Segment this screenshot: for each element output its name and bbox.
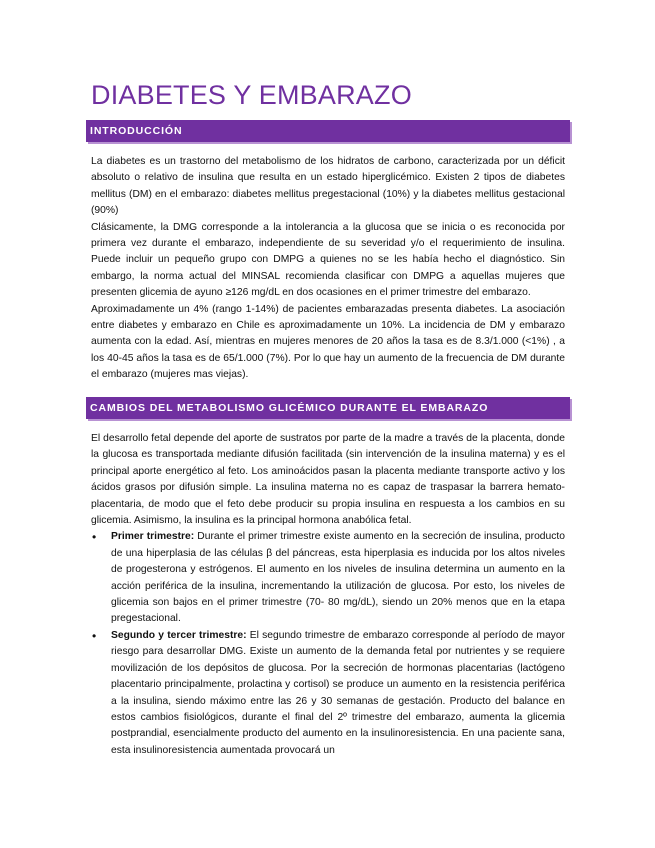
page-title: DIABETES Y EMBARAZO <box>91 80 412 110</box>
paragraph: El desarrollo fetal depende del aporte de sustratos por parte de la madre a través de la placenta, donde la glucosa es transportada mediante difusión facilitada (sin intervención de la insulina materna) y es el principal aporte energético al feto. Los aminoácidos pasan la placenta mediante transporte activo y los ácidos grasos por difusión simple. La insulina materna no es capaz de traspasar la barrera hemato-placentaria, de modo que el feto debe producir su propia insulina en respuesta a los cambios en su glicemia. Asimismo, la insulina es la principal hormona anabólica fetal. <box>91 433 565 527</box>
bullet-item-segundo-tercer-trimestre <box>91 628 565 759</box>
bullet-label: Primer trimestre: <box>111 531 195 543</box>
paragraph: Aproximadamente un 4% (rango 1-14%) de pacientes embarazadas presenta diabetes. La asociación entre diabetes y embarazo en Chile es aproximadamente un 10%. La incidencia de DM y embarazo aumenta con la edad. Así, mientras en mujeres menores de 20 años la tasa es de 8.3/1.000 (<1%) , a los 40-45 años la tasa es de 65/1.000 (7%). Por lo que hay un aumento de la frecuencia de DM durante el embarazo (mujeres mas viejas). <box>91 303 565 381</box>
bullet-label: Segundo y tercer trimestre: <box>111 629 247 641</box>
bullet-list <box>91 529 565 759</box>
section-body-cambios-metabolismo <box>91 431 565 759</box>
bullet-text: El segundo trimestre de embarazo corresponde al período de mayor riesgo para desarrollar DMG. Existe un aumento de la demanda fetal por nutrientes y se requiere movilización de los depósitos de glucosa. Por la secreción de hormonas placentarias (lactógeno placentario principalmente, prolactina y cortisol) se produce un aumento en la resistencia periférica a la insulina, siendo máximo entre las 26 y 30 semanas de gestación. Producto del balance en estos cambios fisiológicos, durante el final del 2º trimestre del embarazo, aumenta la glicemia postprandial, esencialmente producto del aumento en la insulinoresistencia. En una paciente sana, esta insulinoresistencia aumentada provocará un <box>111 629 565 756</box>
paragraph: Clásicamente, la DMG corresponde a la intolerancia a la glucosa que se inicia o es reconocida por primera vez durante el embarazo, independiente de su severidad y/o el requerimiento de insulina. Puede incluir un pequeño grupo con DMPG a quienes no se les había hecho el diagnóstico. Sin embargo, la norma actual del MINSAL recomienda clasificar con DMPG a aquellas mujeres que presenten glicemia de ayuno ≥126 mg/dL en dos ocasiones en el primer trimestre del embarazo. <box>91 221 565 299</box>
section-body-introduccion <box>91 154 565 384</box>
paragraph: La diabetes es un trastorno del metabolismo de los hidratos de carbono, caracterizada por un déficit absoluto o relativo de insulina que resulta en un estado hiperglicémico. Existen 2 tipos de diabetes mellitus (DM) en el embarazo: diabetes mellitus pregestacional (10%) y la diabetes mellitus gestacional (90%) <box>91 156 565 217</box>
bullet-text: Durante el primer trimestre existe aumento en la secreción de insulina, producto de una hiperplasia de las células β del páncreas, esta hiperplasia es inducida por los altos niveles de progesterona y estrógenos. El aumento en los niveles de insulina determina un aumento en la acción periférica de la insulina, incrementando la utilización de glucosa. Por esto, los niveles de glicemia son bajos en el primer trimestre (70- 80 mg/dL), siendo un 20% menos que en la etapa pregestacional. <box>111 531 565 625</box>
section-heading-introduccion: INTRODUCCIÓN <box>86 120 570 142</box>
bullet-item-primer-trimestre <box>91 529 565 627</box>
section-heading-cambios-metabolismo: CAMBIOS DEL METABOLISMO GLICÉMICO DURANTE EL EMBARAZO <box>86 397 570 419</box>
